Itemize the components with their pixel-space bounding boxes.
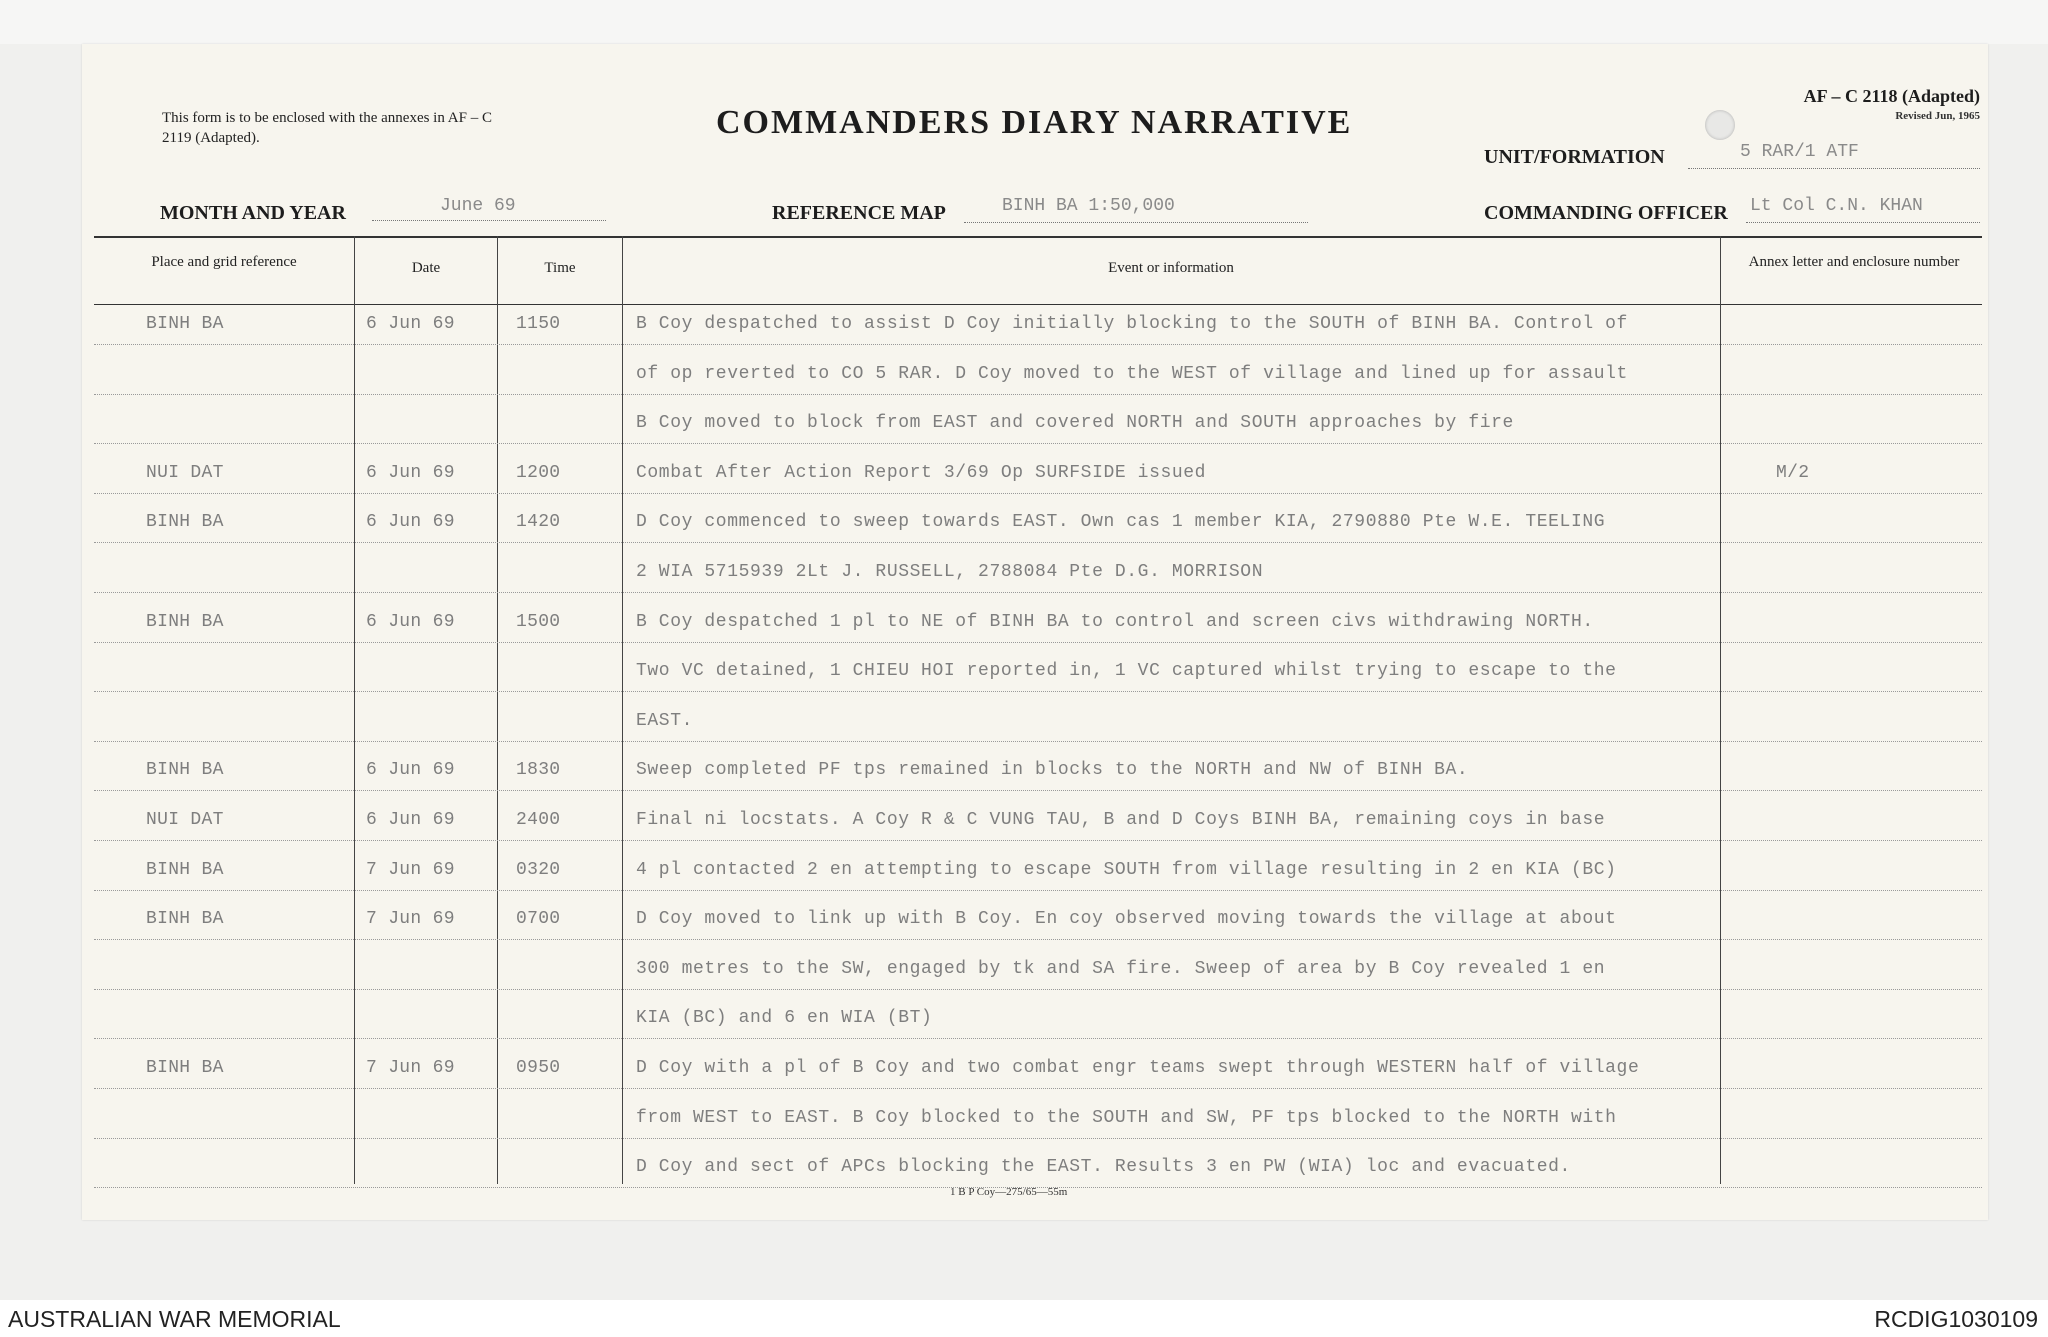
time-cell: 0950 <box>516 1058 561 1078</box>
form-revision: Revised Jun, 1965 <box>1895 110 1980 122</box>
row-rule <box>94 642 1982 643</box>
reference-map-label: REFERENCE MAP <box>772 202 946 224</box>
table-header-rule <box>94 304 1982 305</box>
place-cell: BINH BA <box>146 909 224 930</box>
row-rule <box>94 939 1982 940</box>
event-cell: from WEST to EAST. B Coy blocked to the SOUTH and SW, PF tps blocked to the NORTH with <box>636 1107 1617 1128</box>
commanding-officer-value: Lt Col C.N. KHAN <box>1750 196 1923 216</box>
column-header-place: Place and grid reference <box>151 254 297 270</box>
archive-record-id: RCDIG1030109 <box>1874 1306 2038 1332</box>
column-divider-date <box>354 236 355 1184</box>
reference-map-value: BINH BA 1:50,000 <box>1002 196 1175 216</box>
time-cell: 0700 <box>516 909 561 930</box>
column-header-annex: Annex letter and enclosure number <box>1748 254 1960 270</box>
event-cell: 4 pl contacted 2 en attempting to escape SOUTH from village resulting in 2 en KIA (BC) <box>636 859 1617 880</box>
place-cell: BINH BA <box>146 512 224 533</box>
date-cell: 6 Jun 69 <box>366 810 455 830</box>
row-rule <box>94 344 1982 345</box>
time-cell: 1830 <box>516 760 561 781</box>
event-cell: D Coy with a pl of B Coy and two combat engr teams swept through WESTERN half of village <box>636 1058 1640 1078</box>
event-cell: D Coy and sect of APCs blocking the EAST. Results 3 en PW (WIA) loc and evacuated. <box>636 1157 1571 1178</box>
row-rule <box>94 1138 1982 1139</box>
place-cell: BINH BA <box>146 611 224 632</box>
time-cell: 1500 <box>516 611 561 632</box>
place-cell: NUI DAT <box>146 462 224 483</box>
printer-mark: 1 B P Coy—275/65—55m <box>950 1186 1068 1198</box>
place-cell: BINH BA <box>146 760 224 781</box>
date-cell: 6 Jun 69 <box>366 760 455 781</box>
row-rule <box>94 443 1982 444</box>
date-cell: 6 Jun 69 <box>366 314 455 334</box>
event-cell: B Coy despatched to assist D Coy initially blocking to the SOUTH of BINH BA. Control of <box>636 314 1628 334</box>
event-cell: D Coy commenced to sweep towards EAST. Own cas 1 member KIA, 2790880 Pte W.E. TEELING <box>636 512 1606 533</box>
row-rule <box>94 1038 1982 1039</box>
row-rule <box>94 890 1982 891</box>
time-cell: 1150 <box>516 314 561 334</box>
date-cell: 6 Jun 69 <box>366 611 455 632</box>
column-divider-event <box>622 236 623 1184</box>
form-title: COMMANDERS DIARY NARRATIVE <box>716 104 1353 141</box>
event-cell: Two VC detained, 1 CHIEU HOI reported in, 1 VC captured whilst trying to escape to the <box>636 661 1617 682</box>
place-cell: BINH BA <box>146 859 224 880</box>
event-cell: KIA (BC) and 6 en WIA (BT) <box>636 1008 933 1029</box>
date-cell: 6 Jun 69 <box>366 462 455 483</box>
commanding-officer-label: COMMANDING OFFICER <box>1484 202 1728 224</box>
event-cell: D Coy moved to link up with B Coy. En coy observed moving towards the village at about <box>636 909 1617 930</box>
place-cell: BINH BA <box>146 314 224 334</box>
unit-formation-label: UNIT/FORMATION <box>1484 146 1665 168</box>
time-cell: 1420 <box>516 512 561 533</box>
column-header-event: Event or information <box>1108 260 1234 276</box>
column-divider-annex <box>1720 236 1721 1184</box>
column-header-time: Time <box>544 260 576 276</box>
row-rule <box>94 741 1982 742</box>
row-rule <box>94 840 1982 841</box>
row-rule <box>94 542 1982 543</box>
archive-name: AUSTRALIAN WAR MEMORIAL <box>8 1306 341 1332</box>
unit-formation-value: 5 RAR/1 ATF <box>1740 142 1859 162</box>
row-rule <box>94 691 1982 692</box>
table-top-rule <box>94 236 1982 238</box>
scan-top-band <box>0 0 2048 44</box>
form-instruction-note: This form is to be enclosed with the annexes in AF – C 2119 (Adapted). <box>162 110 492 146</box>
event-cell: EAST. <box>636 710 694 731</box>
row-rule <box>94 592 1982 593</box>
row-rule <box>94 394 1982 395</box>
date-cell: 7 Jun 69 <box>366 859 455 880</box>
time-cell: 2400 <box>516 810 561 830</box>
event-cell: Sweep completed PF tps remained in blocks to the NORTH and NW of BINH BA. <box>636 760 1469 781</box>
time-cell: 0320 <box>516 859 561 880</box>
row-rule <box>94 1088 1982 1089</box>
month-year-value: June 69 <box>440 196 516 216</box>
place-cell: BINH BA <box>146 1058 224 1078</box>
place-cell: NUI DAT <box>146 810 224 830</box>
row-rule <box>94 493 1982 494</box>
month-year-label: MONTH AND YEAR <box>160 202 346 224</box>
date-cell: 7 Jun 69 <box>366 909 455 930</box>
diary-table <box>94 236 1982 1184</box>
event-cell: 2 WIA 5715939 2Lt J. RUSSELL, 2788084 Pte D.G. MORRISON <box>636 562 1264 582</box>
event-cell: of op reverted to CO 5 RAR. D Coy moved to the WEST of village and lined up for assault <box>636 363 1628 384</box>
date-cell: 7 Jun 69 <box>366 1058 455 1078</box>
row-rule <box>94 989 1982 990</box>
date-cell: 6 Jun 69 <box>366 512 455 533</box>
event-cell: B Coy moved to block from EAST and covered NORTH and SOUTH approaches by fire <box>636 413 1514 434</box>
row-rule <box>94 790 1982 791</box>
event-cell: 300 metres to the SW, engaged by tk and SA fire. Sweep of area by B Coy revealed 1 en <box>636 958 1606 979</box>
event-cell: Combat After Action Report 3/69 Op SURFSIDE issued <box>636 462 1207 483</box>
column-divider-time <box>497 236 498 1184</box>
punch-hole <box>1705 110 1735 140</box>
event-cell: Final ni locstats. A Coy R & C VUNG TAU, B and D Coys BINH BA, remaining coys in base <box>636 810 1606 830</box>
event-cell: B Coy despatched 1 pl to NE of BINH BA to control and screen civs withdrawing NORTH. <box>636 611 1594 632</box>
annex-cell: M/2 <box>1776 462 1810 483</box>
column-header-date: Date <box>411 260 441 276</box>
time-cell: 1200 <box>516 462 561 483</box>
form-number: AF – C 2118 (Adapted) <box>1803 86 1980 106</box>
